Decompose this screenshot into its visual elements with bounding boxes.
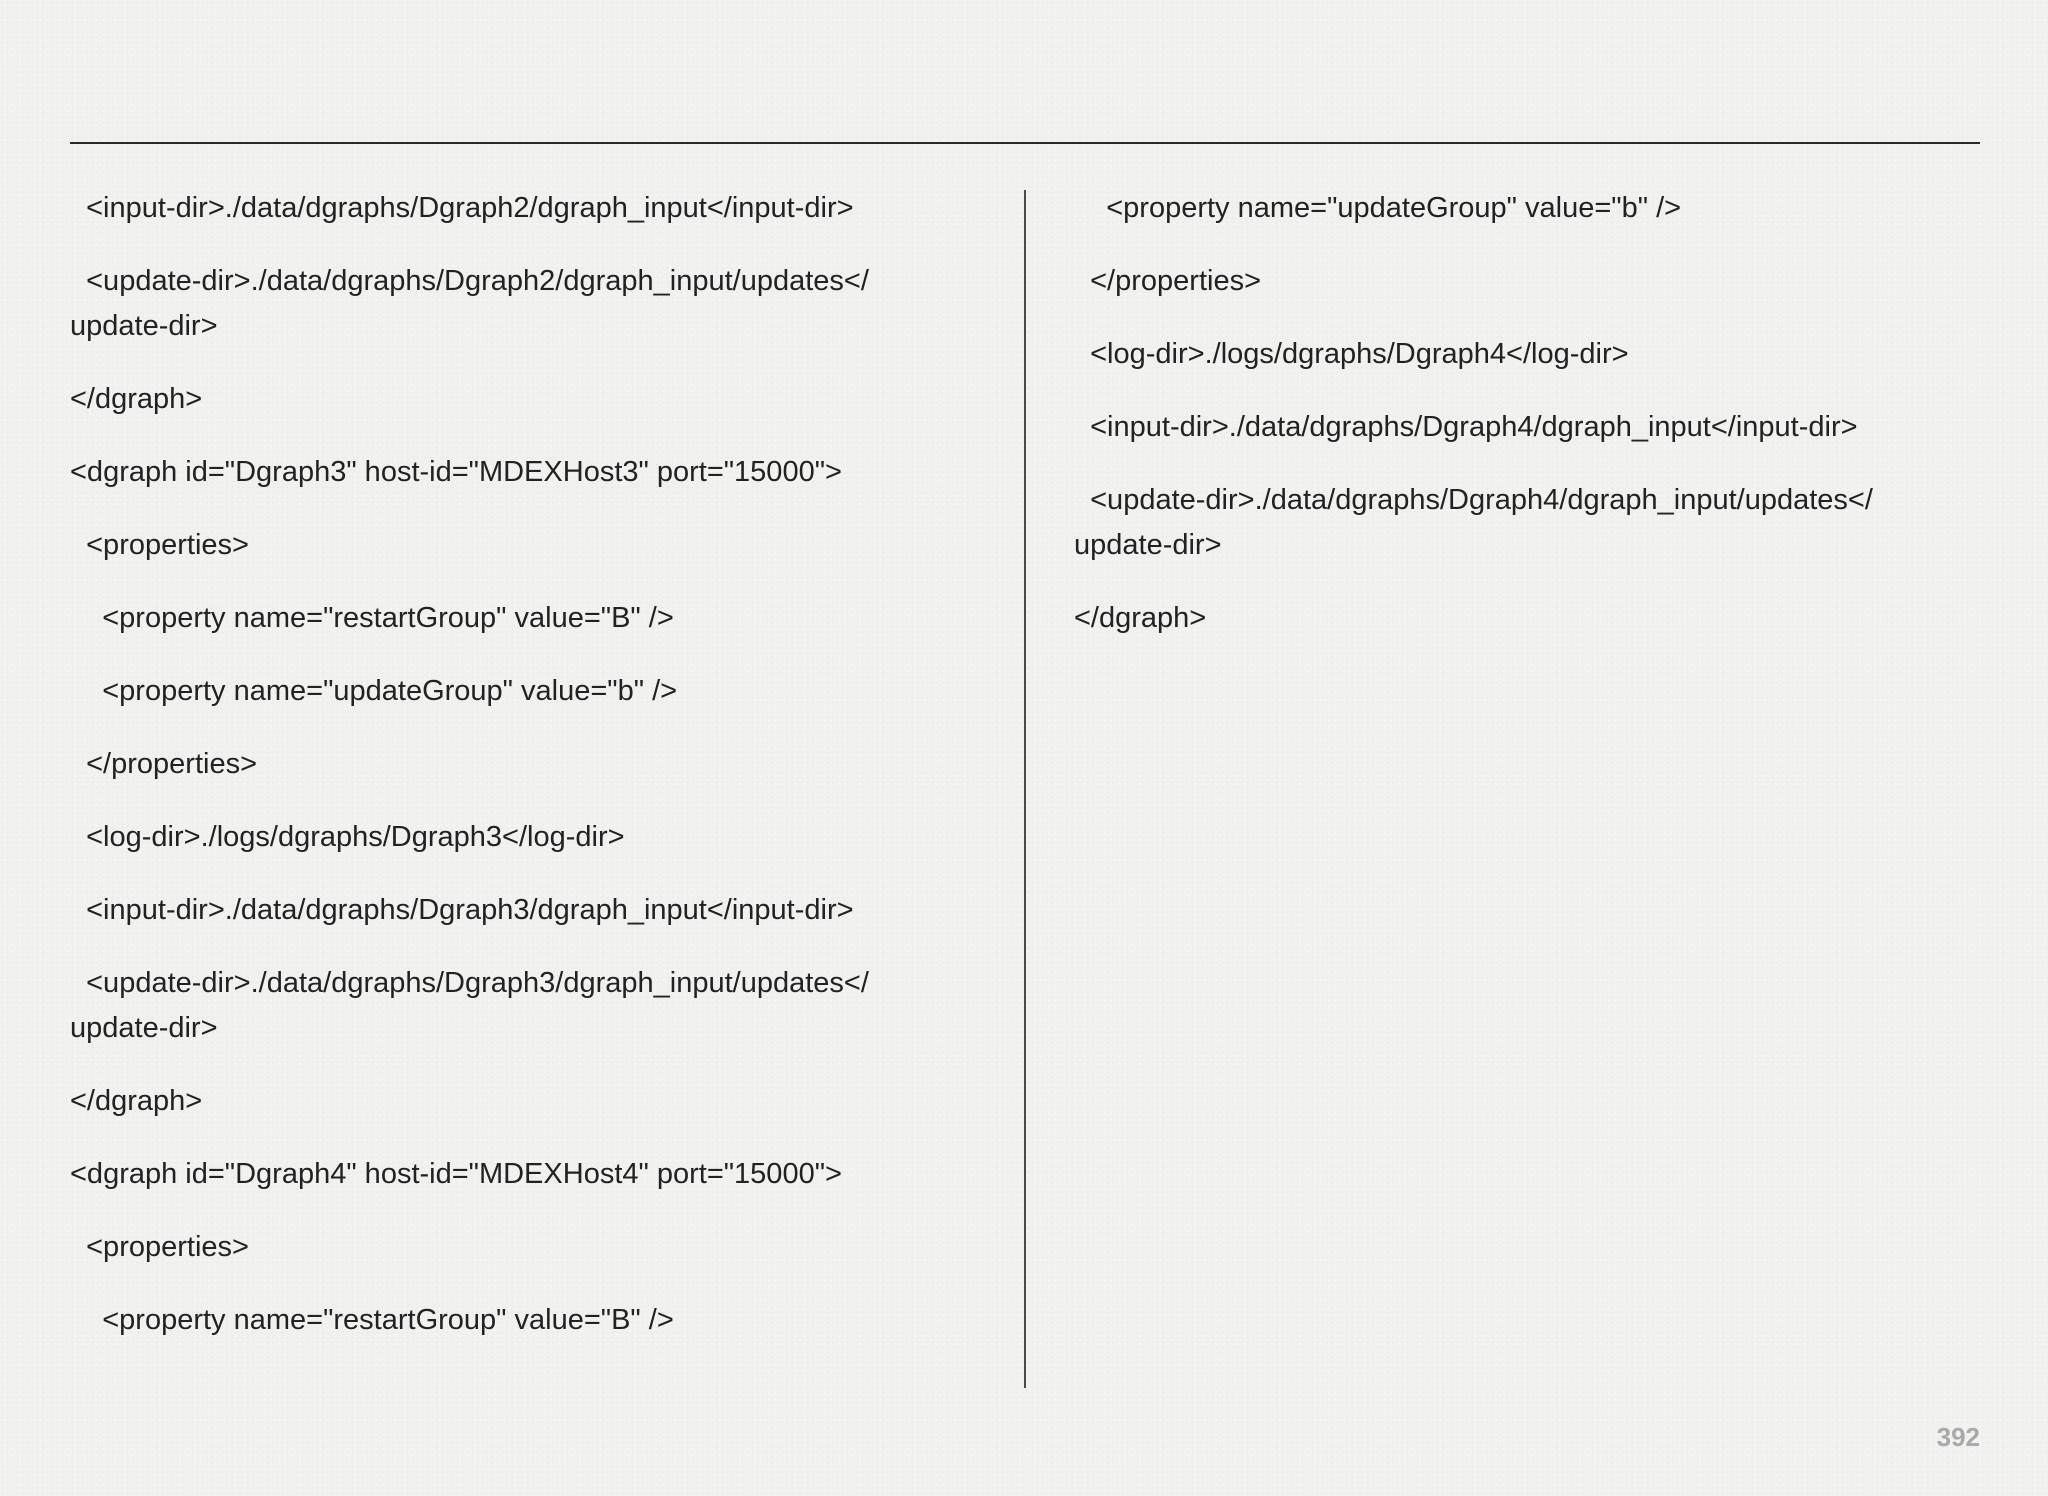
column-divider: [1024, 190, 1026, 1388]
code-line: <property name="restartGroup" value="B" />: [70, 602, 674, 634]
code-line: <properties>: [70, 529, 249, 561]
code-line: </dgraph>: [70, 383, 203, 415]
code-line: <dgraph id="Dgraph3" host-id="MDEXHost3" port="15000">: [70, 456, 842, 488]
code-line: <input-dir>./data/dgraphs/Dgraph4/dgraph_input</input-dir>: [1074, 411, 1858, 443]
code-line: <input-dir>./data/dgraphs/Dgraph3/dgraph_input</input-dir>: [70, 894, 854, 926]
code-line: <input-dir>./data/dgraphs/Dgraph2/dgraph_input</input-dir>: [70, 192, 854, 224]
code-line: </dgraph>: [70, 1085, 203, 1117]
code-line: </dgraph>: [1074, 602, 1207, 634]
left-column: [70, 186, 970, 1371]
code-line: <dgraph id="Dgraph4" host-id="MDEXHost4" port="15000">: [70, 1158, 842, 1190]
code-line: <update-dir>./data/dgraphs/Dgraph2/dgraph_input/updates</ update-dir>: [70, 265, 869, 342]
code-line: <update-dir>./data/dgraphs/Dgraph4/dgraph_input/updates</ update-dir>: [1074, 484, 1873, 561]
code-line: <property name="restartGroup" value="B" />: [70, 1304, 674, 1336]
code-line: <update-dir>./data/dgraphs/Dgraph3/dgraph_input/updates</ update-dir>: [70, 967, 869, 1044]
code-line: <property name="updateGroup" value="b" />: [1074, 192, 1682, 224]
page-number: 392: [1936, 1422, 1980, 1452]
top-rule: [70, 142, 1980, 144]
right-column: [1074, 186, 1974, 669]
code-line: </properties>: [1074, 265, 1262, 297]
code-line: <log-dir>./logs/dgraphs/Dgraph3</log-dir>: [70, 821, 625, 853]
code-line: <properties>: [70, 1231, 249, 1263]
code-line: <property name="updateGroup" value="b" />: [70, 675, 678, 707]
code-line: </properties>: [70, 748, 258, 780]
code-line: <log-dir>./logs/dgraphs/Dgraph4</log-dir>: [1074, 338, 1629, 370]
